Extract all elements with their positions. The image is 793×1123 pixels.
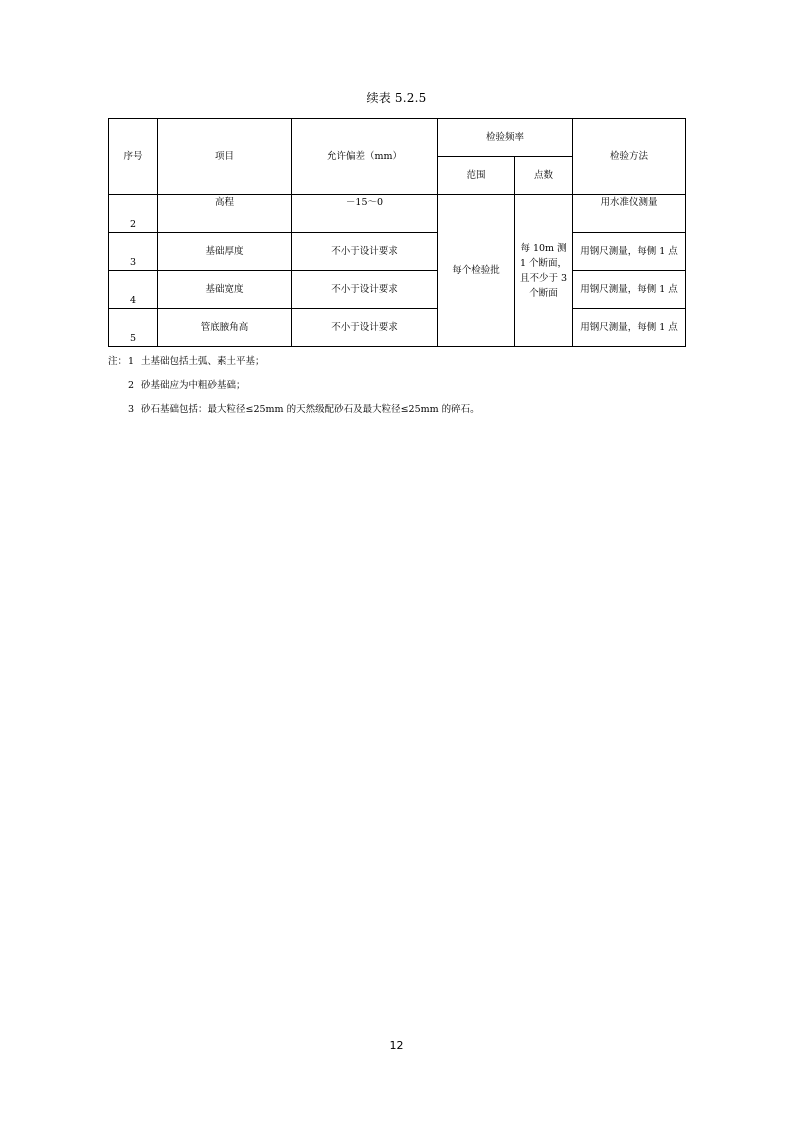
row-no: 3 [109,233,158,271]
note-number: 3 [128,404,135,415]
row-item: 基础厚度 [158,233,292,271]
note-text: 砂基础应为中粗砂基础； [141,380,246,391]
note-text: 砂石基础包括：最大粒径≤25mm 的天然级配砂石及最大粒径≤25mm 的碎石。 [141,404,480,415]
note-prefix: 注： [108,356,128,367]
merged-range-cell: 每个检验批 [438,195,515,347]
row-no: 4 [109,271,158,309]
note-text: 土基础包括土弧、素土平基； [141,356,265,367]
row-method: 用钢尺测量，每侧 1 点 [573,309,686,347]
header-range: 范围 [438,157,515,195]
inspection-table [108,118,686,347]
row-no: 5 [109,309,158,347]
table-title: 续表 5.2.5 [366,91,427,105]
row-tolerance: －15～0 [292,195,438,233]
table-row [109,195,686,233]
header-method: 检验方法 [573,119,686,195]
header-points: 点数 [515,157,573,195]
row-item: 基础宽度 [158,271,292,309]
page-number: 12 [389,1039,404,1052]
table-notes [108,350,480,422]
note-item [108,398,480,422]
note-item [108,374,480,398]
row-method: 用钢尺测量，每侧 1 点 [573,233,686,271]
merged-points-cell: 每 10m 测 1 个断面，且不少于 3 个断面 [515,195,573,347]
header-tolerance: 允许偏差（mm） [292,119,438,195]
note-number: 1 [128,356,135,367]
row-no: 2 [109,195,158,233]
table-row [109,309,686,347]
row-method: 用水准仪测量 [573,195,686,233]
row-tolerance: 不小于设计要求 [292,271,438,309]
header-frequency: 检验频率 [438,119,573,157]
table-row [109,233,686,271]
row-tolerance: 不小于设计要求 [292,309,438,347]
row-method: 用钢尺测量，每侧 1 点 [573,271,686,309]
row-tolerance: 不小于设计要求 [292,233,438,271]
table-row [109,271,686,309]
row-item: 管底腋角高 [158,309,292,347]
row-item: 高程 [158,195,292,233]
header-item: 项目 [158,119,292,195]
header-no: 序号 [109,119,158,195]
note-item [108,350,480,374]
note-number: 2 [128,380,135,391]
